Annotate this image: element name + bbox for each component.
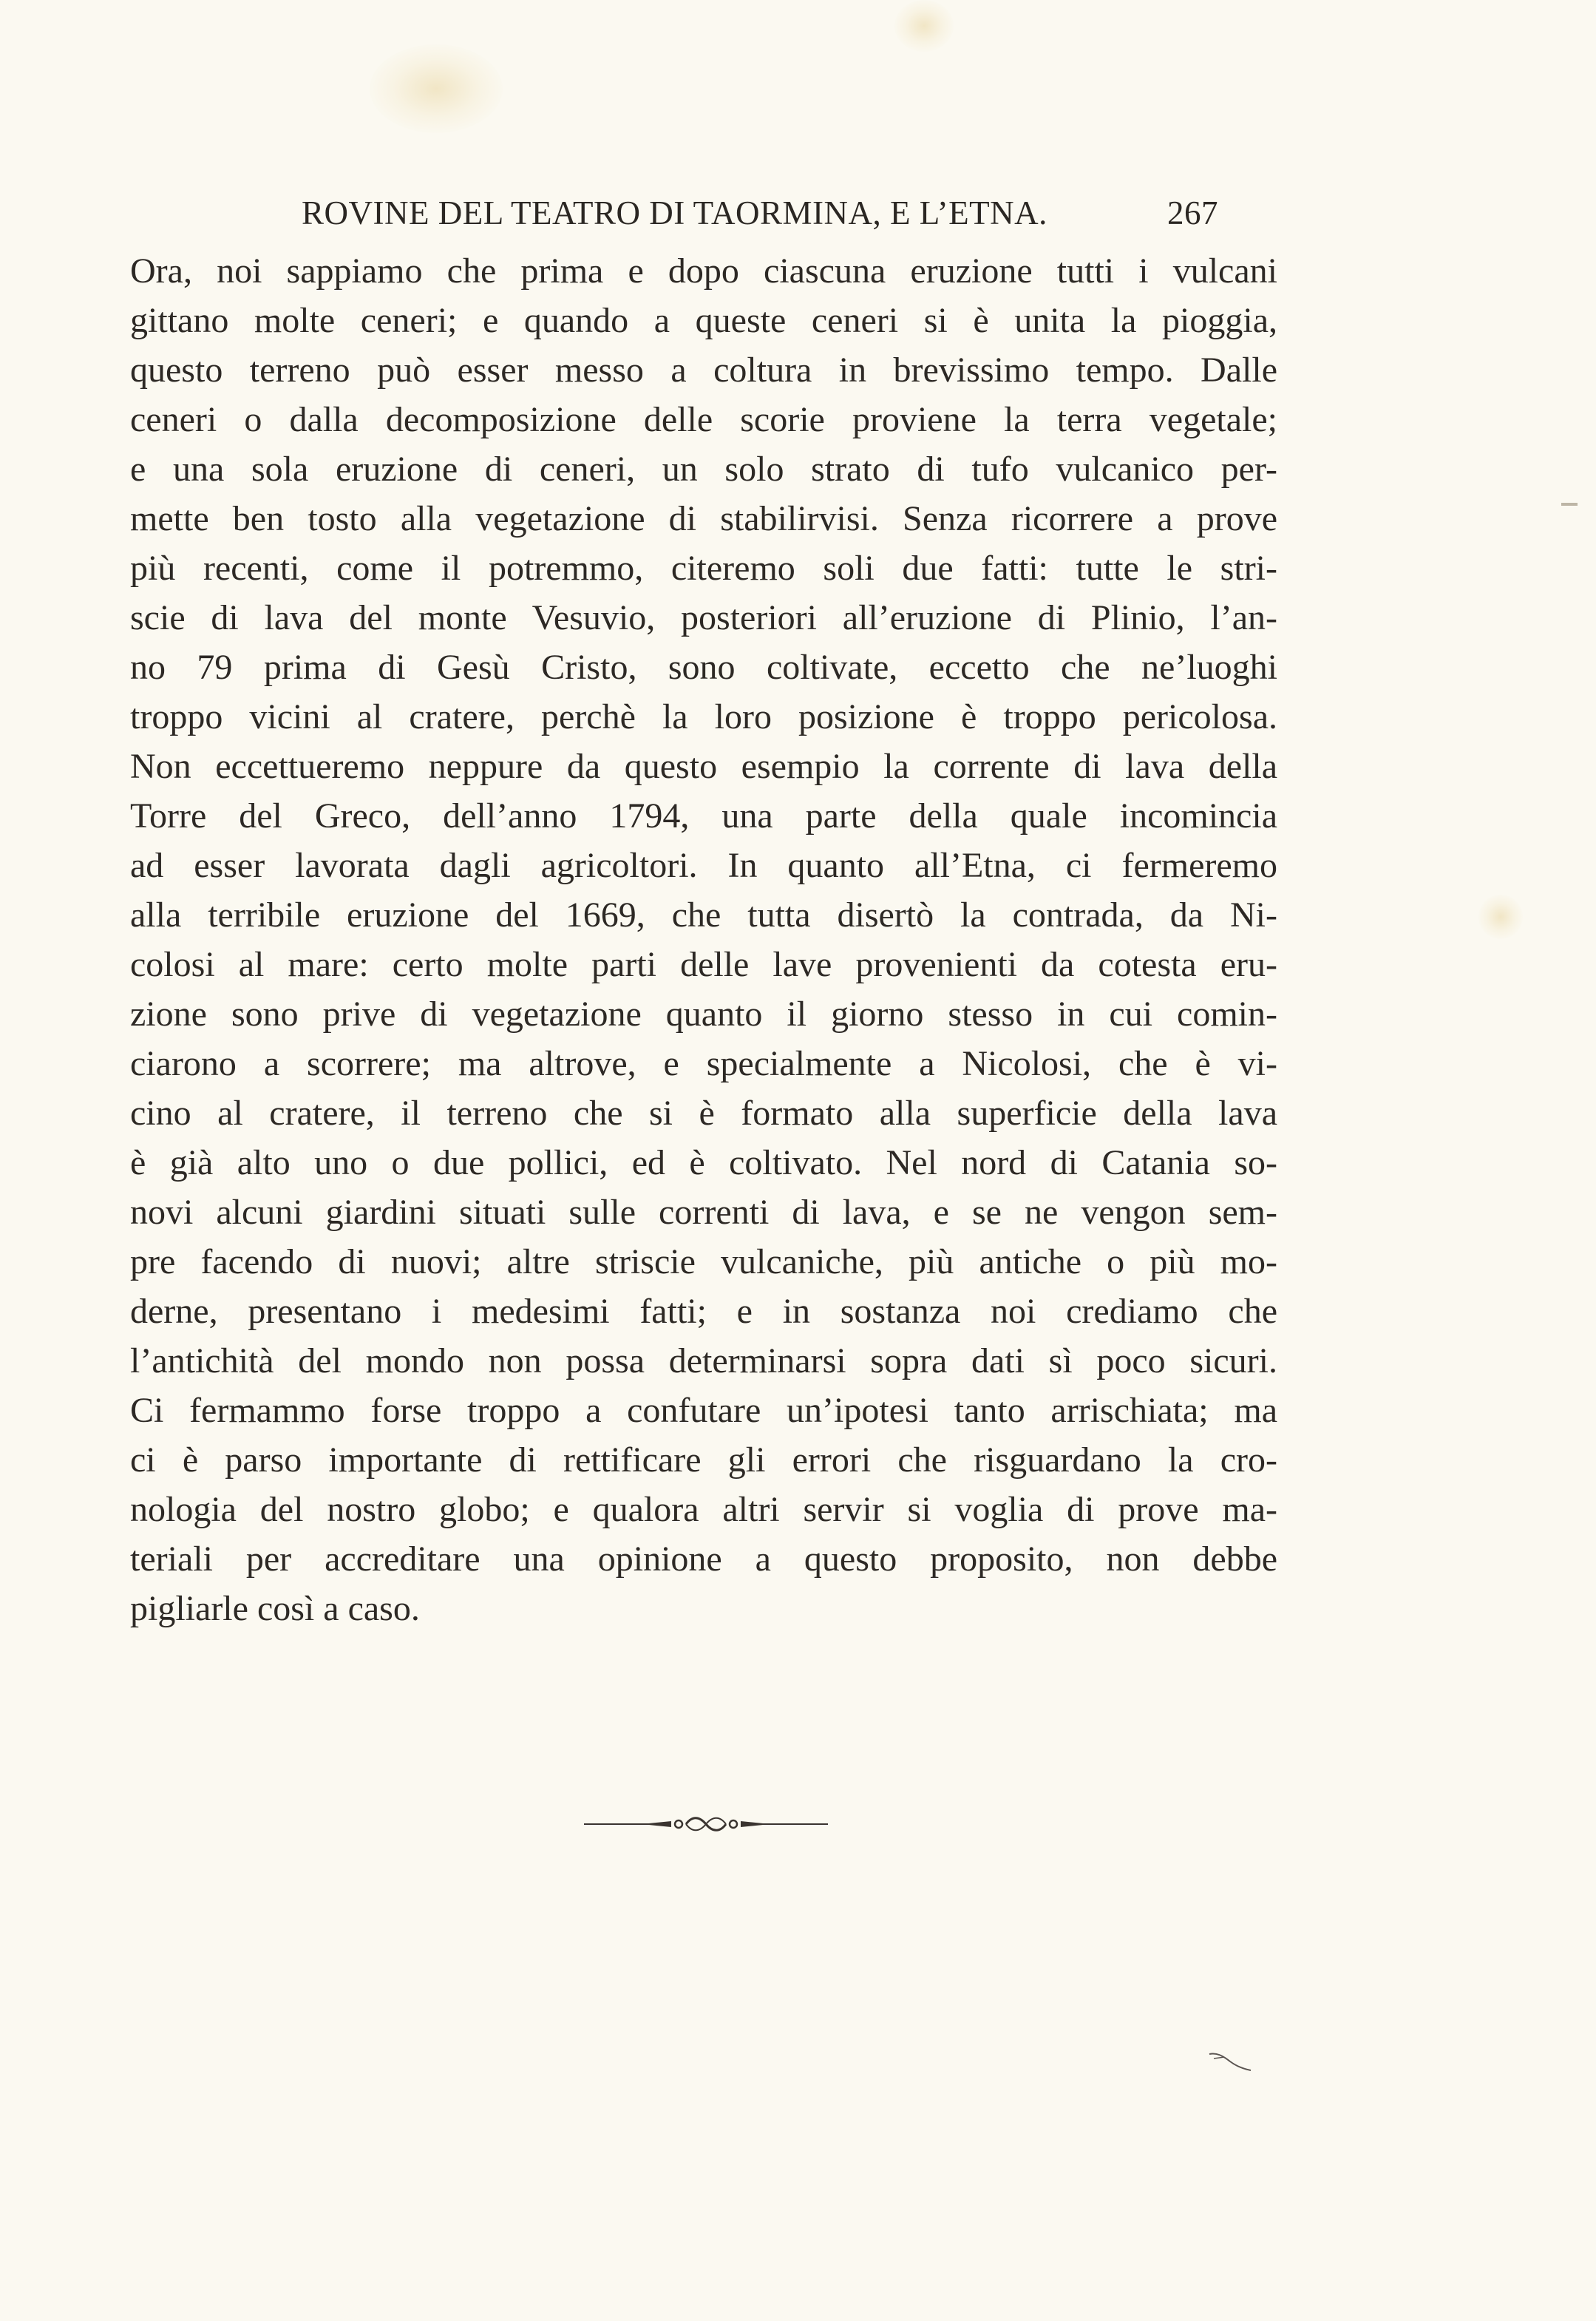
text-line: scie di lava del monte Vesuvio, posteriori all’eruzione di Plinio, l’an- [130, 598, 1277, 637]
running-header [302, 194, 1218, 238]
paper-stain [370, 44, 503, 133]
text-line-last: pigliarle così a caso. [130, 1589, 420, 1628]
text-line: teriali per accreditare una opinione a questo proposito, non debbe [130, 1539, 1277, 1579]
text-line: pre facendo di nuovi; altre striscie vulcaniche, più antiche o più mo- [130, 1242, 1277, 1281]
page-number: 267 [1167, 194, 1218, 231]
pencil-tick-icon [1208, 2050, 1252, 2072]
text-line: novi alcuni giardini situati sulle correnti di lava, e se ne vengon sem- [130, 1193, 1277, 1232]
text-line: ad esser lavorata dagli agricoltori. In quanto all’Etna, ci fermeremo [130, 846, 1277, 885]
text-line: è già alto uno o due pollici, ed è coltivato. Nel nord di Catania so- [130, 1143, 1277, 1182]
paper-stain [894, 0, 954, 52]
text-line: ci è parso importante di rettificare gli errori che risguardano la cro- [130, 1440, 1277, 1480]
text-line: nologia del nostro globo; e qualora altri servir si voglia di prove ma- [130, 1490, 1277, 1529]
text-line: gittano molte ceneri; e quando a queste ceneri si è unita la pioggia, [130, 301, 1277, 340]
paper-stain [1478, 895, 1523, 939]
text-line: Non eccettueremo neppure da questo esempio la corrente di lava della [130, 747, 1277, 786]
text-line: zione sono prive di vegetazione quanto il giorno stesso in cui comin- [130, 995, 1277, 1034]
text-line: più recenti, come il potremmo, citeremo soli due fatti: tutte le stri- [130, 549, 1277, 588]
text-line: cino al cratere, il terreno che si è formato alla superficie della lava [130, 1094, 1277, 1133]
text-line: troppo vicini al cratere, perchè la loro posizione è troppo pericolosa. [130, 697, 1277, 736]
text-line: Torre del Greco, dell’anno 1794, una parte della quale incomincia [130, 796, 1277, 836]
tailpiece-ornament-icon [584, 1813, 828, 1835]
text-line: derne, presentano i medesimi fatti; e in sostanza noi crediamo che [130, 1292, 1277, 1331]
text-line: questo terreno può esser messo a coltura in brevissimo tempo. Dalle [130, 350, 1277, 390]
text-line: alla terribile eruzione del 1669, che tutta disertò la contrada, da Ni- [130, 895, 1277, 935]
text-line: mette ben tosto alla vegetazione di stabilirvisi. Senza ricorrere a prove [130, 499, 1277, 538]
running-title: ROVINE DEL TEATRO DI TAORMINA, E L’ETNA. [302, 194, 1047, 231]
text-line: colosi al mare: certo molte parti delle lave provenienti da cotesta eru- [130, 945, 1277, 984]
text-line: e una sola eruzione di ceneri, un solo strato di tufo vulcanico per- [130, 450, 1277, 489]
text-line: Ci fermammo forse troppo a confutare un’ipotesi tanto arrischiata; ma [130, 1391, 1277, 1430]
text-line: l’antichità del mondo non possa determinarsi sopra dati sì poco sicuri. [130, 1341, 1277, 1380]
body-text [130, 246, 1277, 1633]
text-line: no 79 prima di Gesù Cristo, sono coltivate, eccetto che ne’luoghi [130, 648, 1277, 687]
text-line: Ora, noi sappiamo che prima e dopo ciascuna eruzione tutti i vulcani [130, 251, 1277, 291]
text-line: ciarono a scorrere; ma altrove, e specialmente a Nicolosi, che è vi- [130, 1044, 1277, 1083]
margin-mark [1561, 503, 1578, 506]
text-line: ceneri o dalla decomposizione delle scorie proviene la terra vegetale; [130, 400, 1277, 439]
